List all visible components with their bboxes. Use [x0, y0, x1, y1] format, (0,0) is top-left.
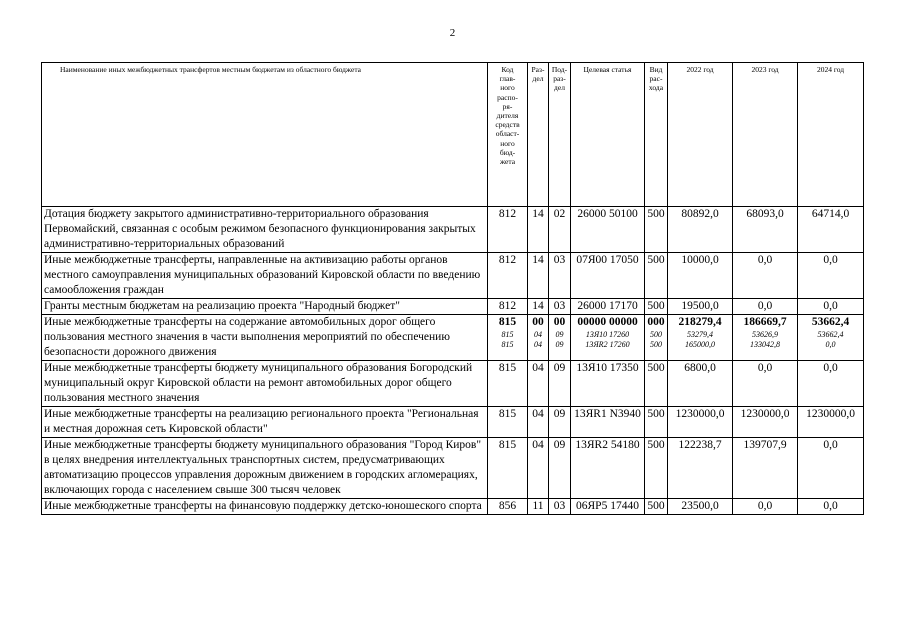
row-code: 812: [488, 299, 528, 315]
row-name: Дотация бюджету закрытого административно-территориального образования Первомайский, связанная с особым режимом безопасного функционирования закрытых административно-территориальных образований: [42, 207, 488, 253]
table-row: [42, 499, 864, 515]
header-line: Под-: [551, 65, 568, 74]
row-section-stack: [528, 315, 549, 361]
row-2022: 19500,0: [668, 299, 733, 315]
header-line: област-: [495, 129, 520, 139]
header-line: Код: [501, 65, 514, 74]
row-type: 500: [645, 253, 668, 299]
header-line: дел: [554, 83, 565, 93]
row-2024: 1230000,0: [798, 407, 864, 438]
header-subsection: [549, 63, 571, 207]
row-subsection: 02: [549, 207, 571, 253]
header-code: [488, 63, 528, 207]
row-2023: 139707,9: [733, 438, 798, 499]
row-2022-stack: [668, 315, 733, 361]
row-2024: 53662,4: [811, 316, 850, 328]
row-type: 500: [645, 207, 668, 253]
sub-section: 04: [534, 330, 542, 339]
row-2024-stack: [798, 315, 864, 361]
row-name: Иные межбюджетные трансферты на финансовую поддержку детско-юношеского спорта: [42, 499, 488, 515]
header-section: [528, 63, 549, 207]
row-subsection: 03: [549, 299, 571, 315]
row-target: 13ЯR2 54180: [571, 438, 645, 499]
sub-target: 13Я10 17260: [585, 330, 630, 339]
row-target: 26000 50100: [571, 207, 645, 253]
sub-2022: 165000,0: [685, 340, 715, 349]
header-line: дел: [532, 74, 544, 84]
row-2024: 0,0: [798, 361, 864, 407]
row-section: 14: [528, 253, 549, 299]
sub-code: 815: [501, 330, 514, 339]
row-target: 26000 17170: [571, 299, 645, 315]
row-2022: 23500,0: [668, 499, 733, 515]
header-line: ного: [500, 83, 515, 93]
row-section: 04: [528, 407, 549, 438]
table-row: [42, 299, 864, 315]
row-subsection: 03: [549, 499, 571, 515]
row-type: 000: [647, 316, 665, 328]
sub-2022: 53279,4: [687, 330, 713, 339]
table-row: [42, 438, 864, 499]
sub-subsection: 09: [555, 340, 564, 349]
header-name: Наименование иных межбюджетных трансфертов местным бюджетам из областного бюджета: [42, 63, 488, 207]
header-line: ного: [500, 138, 515, 148]
row-2022: 122238,7: [668, 438, 733, 499]
row-target: 07Я00 17050: [571, 253, 645, 299]
row-2022: 218279,4: [678, 316, 722, 328]
row-type: 500: [645, 299, 668, 315]
row-type: 500: [645, 407, 668, 438]
row-name: Иные межбюджетные трансферты бюджету муниципального образования Богородский муниципальный округ Кировской области на ремонт автомобильных дорог общего пользования местного значения: [42, 361, 488, 407]
row-2022: 6800,0: [668, 361, 733, 407]
row-section: 14: [528, 299, 549, 315]
header-line: ря-: [502, 101, 513, 111]
row-section: 04: [528, 361, 549, 407]
row-section: 04: [528, 438, 549, 499]
sub-subsection: 09: [555, 330, 564, 339]
row-subsection: 09: [549, 361, 571, 407]
row-target-stack: [571, 315, 645, 361]
row-2024: 0,0: [798, 438, 864, 499]
row-code: 812: [488, 207, 528, 253]
sub-type: 500: [650, 340, 662, 349]
row-2023: 186669,7: [743, 316, 787, 328]
transfers-table: [41, 62, 864, 515]
table-row: [42, 253, 864, 299]
row-target: 13ЯR1 N3940: [571, 407, 645, 438]
row-name: Иные межбюджетные трансферты на реализацию регионального проекта "Региональная и местная дорожная сеть Кировской области": [42, 407, 488, 438]
row-name: Гранты местным бюджетам на реализацию проекта "Народный бюджет": [42, 299, 488, 315]
row-code: 815: [488, 361, 528, 407]
row-section: 11: [528, 499, 549, 515]
page-number: 2: [449, 27, 456, 39]
header-2024: 2024 год: [798, 63, 864, 207]
header-row: [42, 63, 864, 207]
row-code-stack: [488, 315, 528, 361]
table-row: [42, 315, 864, 361]
row-subsection: 00: [553, 316, 566, 328]
header-expense-type: [645, 63, 668, 207]
row-subsection: 09: [549, 438, 571, 499]
sub-2023: 133042,8: [750, 340, 780, 349]
row-2022: 10000,0: [668, 253, 733, 299]
row-target: 06ЯР5 17440: [571, 499, 645, 515]
sub-code: 815: [501, 340, 514, 349]
row-code: 815: [488, 407, 528, 438]
header-line: Вид: [649, 65, 663, 74]
row-2023: 1230000,0: [733, 407, 798, 438]
row-subsection: 09: [549, 407, 571, 438]
row-2022: 1230000,0: [668, 407, 733, 438]
header-line: средств: [495, 120, 520, 130]
header-line: Раз-: [531, 65, 545, 74]
row-2023-stack: [733, 315, 798, 361]
row-2023: 0,0: [733, 299, 798, 315]
table-row: [42, 207, 864, 253]
row-2023: 68093,0: [733, 207, 798, 253]
row-code: 815: [488, 438, 528, 499]
header-line: глав-: [499, 74, 516, 84]
row-2024: 0,0: [798, 499, 864, 515]
row-code: 856: [488, 499, 528, 515]
row-2023: 0,0: [733, 253, 798, 299]
row-code: 812: [488, 253, 528, 299]
row-2024: 0,0: [798, 299, 864, 315]
row-2024: 0,0: [798, 253, 864, 299]
row-code: 815: [498, 316, 517, 328]
row-section: 00: [532, 316, 544, 328]
header-line: распо-: [497, 92, 518, 102]
header-target: Целевая статья: [571, 63, 645, 207]
row-name: Иные межбюджетные трансферты бюджету муниципального образования "Город Киров" в целях внедрения интеллектуальных транспортных систем, предусматривающих автоматизацию процессов управления дорожным движением в городских агломерациях, включающих города с населением свыше 300 тысяч человек: [42, 438, 488, 499]
row-subsection: 03: [549, 253, 571, 299]
row-type: 500: [645, 438, 668, 499]
header-2022: 2022 год: [668, 63, 733, 207]
row-type: 500: [645, 361, 668, 407]
row-target: 00000 00000: [577, 316, 638, 328]
header-line: жета: [499, 157, 516, 167]
header-2023: 2023 год: [733, 63, 798, 207]
header-line: бюд-: [499, 147, 516, 157]
header-line: хода: [648, 83, 664, 93]
header-line: рас-: [649, 74, 663, 84]
header-line: раз-: [553, 74, 566, 84]
sub-2023: 53626,9: [752, 330, 778, 339]
row-name: Иные межбюджетные трансферты, направленные на активизацию работы органов местного самоуправления муниципальных образований Кировской области по введению самообложения граждан: [42, 253, 488, 299]
header-line: дителя: [496, 111, 519, 121]
table-row: [42, 361, 864, 407]
row-target: 13Я10 17350: [571, 361, 645, 407]
sub-type: 500: [650, 330, 662, 339]
row-subsection-stack: [549, 315, 571, 361]
sub-2024: 53662,4: [817, 330, 844, 339]
row-section: 14: [528, 207, 549, 253]
row-2022: 80892,0: [668, 207, 733, 253]
sub-2024: 0,0: [825, 340, 836, 349]
sub-section: 04: [534, 340, 542, 349]
row-type-stack: [645, 315, 668, 361]
row-2024: 64714,0: [798, 207, 864, 253]
row-2023: 0,0: [733, 361, 798, 407]
row-type: 500: [645, 499, 668, 515]
row-name: Иные межбюджетные трансферты на содержание автомобильных дорог общего пользования местного значения в части выполнения мероприятий по обеспечению безопасности дорожного движения: [42, 315, 488, 361]
sub-target: 13ЯR2 17260: [585, 340, 630, 349]
row-2023: 0,0: [733, 499, 798, 515]
table-row: [42, 407, 864, 438]
